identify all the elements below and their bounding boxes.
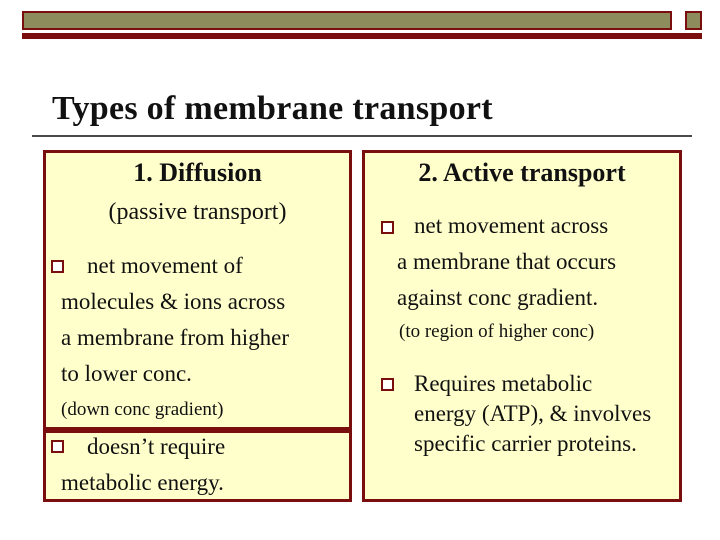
active-bullet2-line: specific carrier proteins. — [414, 431, 637, 456]
decorative-top-bar — [22, 11, 702, 38]
diffusion-bullet1-line: molecules & ions across — [61, 289, 286, 314]
diffusion-heading: 1. Diffusion — [133, 158, 262, 187]
active-bullet2-line: energy (ATP), & involves — [414, 401, 652, 426]
active-bullet2-line: Requires metabolic — [414, 371, 593, 396]
active-bullet1-line: against conc gradient. — [397, 285, 599, 310]
square-bullet-icon — [51, 260, 64, 273]
title-divider — [32, 135, 692, 137]
active-bullet1-line: a membrane that occurs — [397, 249, 617, 274]
decorative-olive-square — [685, 11, 702, 30]
square-bullet-icon — [51, 440, 64, 453]
active-note: (to region of higher conc) — [399, 321, 595, 342]
square-bullet-icon — [381, 378, 394, 391]
diffusion-subheading: (passive transport) — [108, 199, 287, 225]
decorative-maroon-bar — [22, 33, 702, 39]
active-bullet1-line: net movement across — [414, 213, 609, 238]
diffusion-bullet1-line: a membrane from higher — [61, 325, 289, 350]
decorative-olive-bar — [22, 11, 672, 30]
active-heading: 2. Active transport — [418, 158, 626, 187]
diffusion-bullet2-line: doesn’t require — [87, 434, 226, 459]
diffusion-note: (down conc gradient) — [61, 399, 224, 420]
slide-title: Types of membrane transport — [52, 90, 493, 127]
diffusion-bullet1-line: net movement of — [87, 253, 243, 278]
diffusion-bullet1-line: to lower conc. — [61, 361, 192, 386]
square-bullet-icon — [381, 221, 394, 234]
diffusion-bullet2-line: metabolic energy. — [61, 470, 224, 495]
